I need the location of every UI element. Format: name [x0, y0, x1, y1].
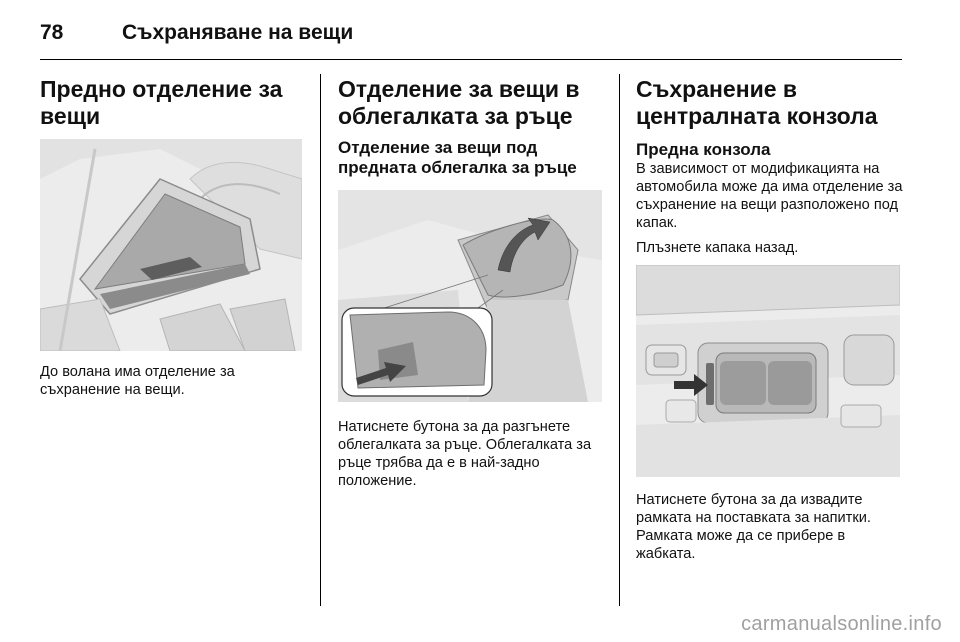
section-heading: Отделение за вещи в облегалката за ръце — [338, 76, 580, 129]
column-divider — [619, 74, 620, 606]
paragraph: Плъзнете капака назад. — [636, 240, 799, 256]
paragraph: Натиснете бутона за да извадите рамката на поставката за напитки. Рамката може да се прибере в жабката. — [636, 492, 871, 562]
column-glovebox — [40, 76, 306, 399]
glovebox-figure — [40, 139, 302, 351]
section-heading: Предно отделение за вещи — [40, 76, 283, 129]
column-divider — [320, 74, 321, 606]
column-console — [636, 76, 904, 563]
paragraph: В зависимост от модификацията на автомобила може да има отделение за съхранение на вещи разположено под капак. — [636, 161, 903, 231]
paragraph: До волана има отделение за съхранение на вещи. — [40, 364, 235, 398]
column-armrest — [338, 76, 604, 490]
watermark: carmanualsonline.info — [741, 613, 942, 635]
section-heading: Съхранение в централната конзола — [636, 76, 878, 129]
page-number: 78 — [40, 21, 64, 44]
console-figure — [636, 265, 900, 477]
subsection-heading: Предна конзола — [636, 140, 771, 159]
paragraph: Натиснете бутона за да разгънете облегалката за ръце. Облегалката за ръце трябва да е в най-задно положение. — [338, 419, 592, 489]
armrest-figure — [338, 190, 602, 402]
running-title: Съхраняване на вещи — [122, 21, 354, 44]
page-header — [40, 18, 353, 48]
header-divider — [40, 59, 902, 60]
subsection-heading: Отделение за вещи под предната облегалка за ръце — [338, 138, 577, 177]
